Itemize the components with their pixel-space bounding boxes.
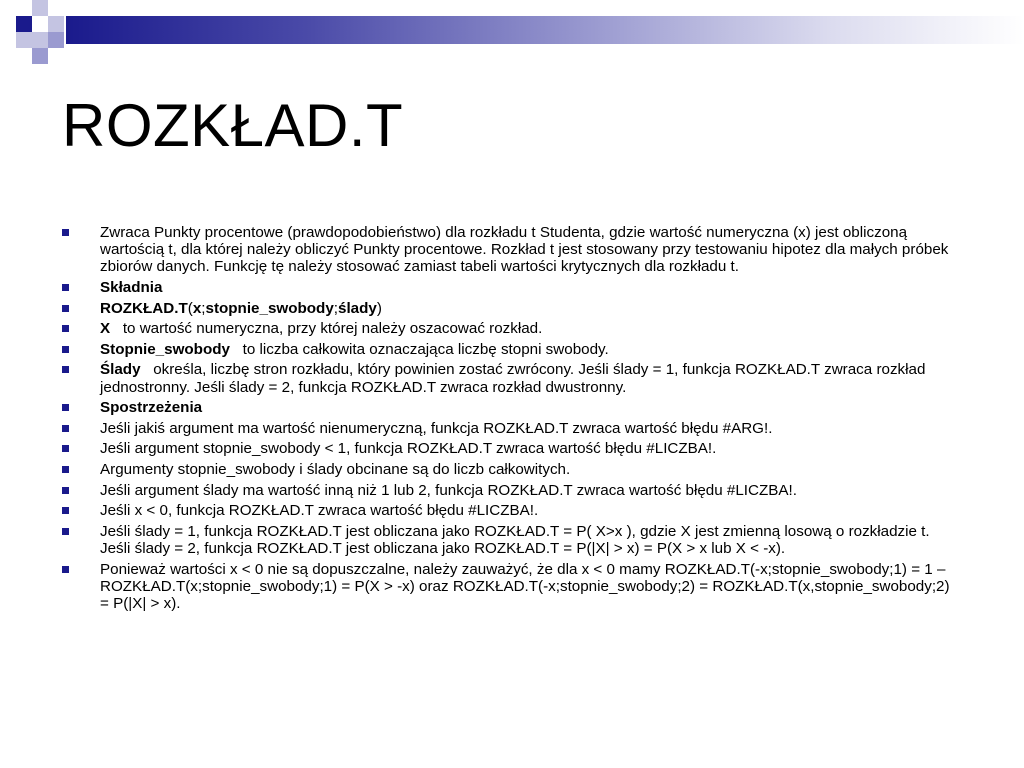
square-bullet-icon — [62, 507, 69, 514]
square-bullet-icon — [62, 425, 69, 432]
argument-term: Ślady — [100, 361, 141, 379]
argument-term: Stopnie_swobody — [100, 340, 230, 358]
list-item — [60, 341, 960, 358]
square-bullet-icon — [62, 566, 69, 573]
square-bullet-icon — [62, 284, 69, 291]
header-decoration — [0, 0, 1024, 70]
remarks-heading: Spostrzeżenia — [100, 399, 203, 417]
description-text: Zwraca Punkty procentowe (prawdopodobieństwo) dla rozkładu t Studenta, gdzie wartość numeryczna (x) jest obliczoną wartością t, dla której należy obliczyć Punkty procentowe. Rozkład t jest stosowany przy testowaniu hipotez dla małych próbek zbiorów danych. Funkcję tę należy stosować zamiast tabeli wartości krytycznych dla rozkładu t. — [100, 224, 949, 276]
list-item — [60, 440, 960, 457]
syntax-arg-tails: ślady — [338, 299, 377, 317]
syntax-heading: Składnia — [100, 279, 163, 296]
square-bullet-icon — [62, 325, 69, 332]
list-item — [60, 461, 960, 478]
argument-description: to wartość numeryczna, przy której należy oszacować rozkład. — [122, 320, 543, 338]
list-item — [60, 502, 960, 519]
argument-description: określa, liczbę stron rozkładu, który powinien zostać zwrócony. Jeśli ślady = 1, funkcja ROZKŁAD.T zwraca rozkład jednostronny. Jeśli ślady = 2, funkcja ROZKŁAD.T zwraca rozkład dwustronny. — [100, 361, 926, 396]
syntax-separator: ; — [333, 299, 338, 317]
deco-square — [32, 0, 48, 16]
remark-text: Argumenty stopnie_swobody i ślady obcinane są do liczb całkowitych. — [100, 460, 571, 478]
deco-square — [16, 16, 32, 32]
syntax-arg-x: x — [192, 299, 202, 317]
header-gradient-bar — [66, 16, 1024, 44]
remark-text: Jeśli argument ślady ma wartość inną niż 1 lub 2, funkcja ROZKŁAD.T zwraca wartość błędu #LICZBA!. — [100, 481, 797, 499]
list-item — [60, 420, 960, 437]
syntax-arg-degrees: stopnie_swobody — [205, 299, 334, 317]
square-bullet-icon — [62, 466, 69, 473]
remark-text: Jeśli jakiś argument ma wartość nienumeryczną, funkcja ROZKŁAD.T zwraca wartość błędu #ARG!. — [100, 419, 773, 437]
deco-square — [48, 16, 64, 32]
slide-title: ROZKŁAD.T — [62, 92, 404, 159]
square-bullet-icon — [62, 528, 69, 535]
list-item — [60, 399, 960, 416]
square-bullet-icon — [62, 305, 69, 312]
square-bullet-icon — [62, 366, 69, 373]
remark-text: Jeśli x < 0, funkcja ROZKŁAD.T zwraca wartość błędu #LICZBA!. — [100, 502, 539, 520]
bullet-list — [60, 224, 960, 616]
syntax-paren-close: ) — [376, 299, 382, 317]
list-item — [60, 224, 960, 276]
list-item — [60, 279, 960, 296]
argument-description: to liczba całkowita oznaczająca liczbę stopni swobody. — [242, 340, 609, 358]
deco-square — [32, 48, 48, 64]
argument-term: X — [100, 320, 111, 338]
remark-text: Ponieważ wartości x < 0 nie są dopuszczalne, należy zauważyć, że dla x < 0 mamy ROZKŁAD.T(-x;stopnie_swobody;1) = 1 – ROZKŁAD.T(x;stopnie_swobody;1) = P(X > -x) oraz ROZKŁAD.T(-x;stopnie_swobody;2) = ROZKŁAD.T(x,stopnie_swobody;2) = P(|X| > x). — [100, 560, 950, 612]
square-bullet-icon — [62, 487, 69, 494]
square-bullet-icon — [62, 445, 69, 452]
list-item — [60, 523, 960, 557]
deco-square — [48, 32, 64, 48]
square-bullet-icon — [62, 229, 69, 236]
syntax-function-name: ROZKŁAD.T — [100, 299, 188, 317]
deco-square — [32, 32, 48, 48]
list-item — [60, 482, 960, 499]
syntax-separator: ; — [201, 299, 206, 317]
list-item — [60, 361, 960, 395]
list-item — [60, 300, 960, 317]
square-bullet-icon — [62, 404, 69, 411]
square-bullet-icon — [62, 346, 69, 353]
deco-square — [16, 32, 32, 48]
syntax-paren-open: ( — [187, 299, 193, 317]
list-item — [60, 320, 960, 337]
remark-text: Jeśli argument stopnie_swobody < 1, funkcja ROZKŁAD.T zwraca wartość błędu #LICZBA!. — [100, 440, 717, 458]
list-item — [60, 561, 960, 613]
remark-text: Jeśli ślady = 1, funkcja ROZKŁAD.T jest obliczana jako ROZKŁAD.T = P( X>x ), gdzie X jest zmienną losową o rozkładzie t. Jeśli ślady = 2, funkcja ROZKŁAD.T jest obliczana jako ROZKŁAD.T = P(|X| > x) = P(X > x lub X < -x). — [100, 522, 930, 557]
